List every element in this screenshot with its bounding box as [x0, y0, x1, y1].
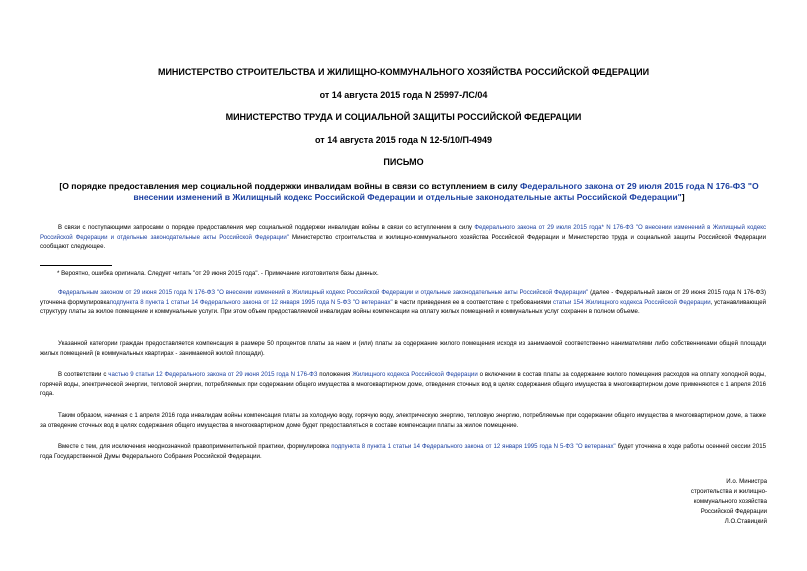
- p4-text-3: о включении в состав платы за содержание жилого помещения расходов на оплату холодной воды, горячей воды, электрической энергии, тепловой энергии, потребляемых при содержании общего имущества в многоквартирном доме, отведения сточных вод в целях содержания общего имущества в многоквартирном доме применяются с 1 апреля 2016 года.: [40, 371, 766, 398]
- document-type: ПИСЬМО: [383, 157, 424, 167]
- paragraph-1: [40, 223, 766, 252]
- doc-date-number-2: от 14 августа 2015 года N 12-5/10/П-4949: [315, 135, 492, 145]
- p2-law-link[interactable]: Федеральным законом от 29 июня 2015 года N 176-ФЗ "О внесении изменений в Жилищный кодекс Российской Федерации и отдельные законодательные акты Российской Федерации": [58, 289, 589, 296]
- paragraph-3: Указанной категории граждан предоставляется компенсация в размере 50 процентов платы за наем и (или) платы за содержание жилого помещения исходя из занимаемой соответственно нанимателями либо собственниками общей площади жилых помещений (в коммунальных квартирах - занимаемой жилой площади).: [40, 340, 766, 357]
- p6-veterans-law-link[interactable]: подпункта 8 пункта 1 статьи 14 Федерального закона от 12 января 1995 года N 5-ФЗ "О ветеранах": [331, 443, 616, 450]
- footnote-separator: [40, 265, 112, 266]
- signature-line-3: коммунального хозяйства: [693, 498, 767, 505]
- p2-veterans-law-link[interactable]: подпункта 8 пункта 1 статьи 14 Федерального закона от 12 января 1995 года N 5-ФЗ "О ветеранах": [109, 298, 393, 306]
- p6-text-2: будет уточнена в ходе работы осенней сессии 2015 года Государственной Думы Федерального Собрания Российской Федерации.: [40, 443, 766, 460]
- signature-line-4: Российской Федерации: [700, 508, 767, 515]
- signature-line-1: И.о. Министра: [726, 478, 767, 485]
- footnote: * Вероятно, ошибка оригинала. Следует читать "от 29 июня 2015 года". - Примечание изготовителя базы данных.: [57, 270, 379, 277]
- title-post: ]: [681, 192, 685, 202]
- p2-housing-code-link[interactable]: статьи 154 Жилищного кодекса Российской Федерации: [552, 298, 711, 306]
- signature-block: [691, 477, 767, 527]
- p1-text-2: Министерство строительства и жилищно-коммунального хозяйства Российской Федерации и Министерство труда и социальной защиты Российской Федерации сообщают следующее.: [40, 233, 766, 251]
- signature-line-2: строительства и жилищно-: [690, 488, 767, 495]
- p1-text-1: В связи с поступающими запросами о порядке предоставления мер социальной поддержки инвалидам войны в связи со вступлением в силу: [58, 224, 475, 231]
- doc-date-number-1: от 14 августа 2015 года N 25997-ЛС/04: [319, 90, 488, 100]
- p4-text-1: В соответствии с: [58, 371, 109, 378]
- title-law-link[interactable]: Федерального закона от 29 июля 2015 года N 176-ФЗ "О внесении изменений в Жилищный кодекс Российской Федерации и отдельные законодательные акты Российской Федерации": [133, 181, 759, 202]
- paragraph-2: [40, 288, 766, 317]
- ministry-construction-heading: МИНИСТЕРСТВО СТРОИТЕЛЬСТВА И ЖИЛИЩНО-КОММУНАЛЬНОГО ХОЗЯЙСТВА РОССИЙСКОЙ ФЕДЕРАЦИИ: [157, 67, 650, 77]
- p4-text-2: положения: [317, 371, 353, 378]
- signature-name: Л.О.Ставицкий: [724, 518, 767, 525]
- p6-text-1: Вместе с тем, для исключения неоднозначной правоприменительной практики, формулировка: [58, 443, 332, 450]
- document-title: [50, 181, 768, 203]
- p4-housing-code-link[interactable]: Жилищного кодекса Российской Федерации: [352, 371, 478, 378]
- paragraph-4: [40, 370, 766, 399]
- p4-law-part-link[interactable]: частью 9 статьи 12 Федерального закона от 29 июня 2015 года N 176-ФЗ: [108, 371, 318, 378]
- title-pre: [О порядке предоставления мер социальной поддержки инвалидам войны в связи со вступлением в силу: [59, 181, 521, 191]
- paragraph-6: [40, 442, 766, 461]
- p2-text-1: (далее - Федеральный закон от 29 июня 2015 года N 176-ФЗ) уточнена формулировка: [40, 289, 766, 306]
- p1-law-link[interactable]: Федерального закона от 29 июля 2015 года* N 176-ФЗ "О внесении изменений в Жилищный кодекс Российской Федерации и отдельные законодательные акты Российской Федерации": [40, 224, 767, 241]
- paragraph-5: Таким образом, начиная с 1 апреля 2016 года инвалидам войны компенсация платы за холодную воду, горячую воду, электрическую энергию, тепловую энергию, потребляемые при содержании общего имущества в многоквартирном доме, а также за отведение сточных вод в целях содержания общего имущества в многоквартирном доме будет предоставляться в составе компенсации платы за жилое помещение.: [40, 412, 766, 429]
- p2-text-3: , устанавливающей структуру платы за жилое помещение и коммунальные услуги. При этом объем предоставляемой инвалидам войны компенсации на оплату жилых помещений и коммунальных услуг сохранен в полном объеме.: [40, 298, 767, 316]
- p2-text-2: в части приведения ее в соответствие с требованиями: [392, 298, 553, 306]
- ministry-labor-heading: МИНИСТЕРСТВО ТРУДА И СОЦИАЛЬНОЙ ЗАЩИТЫ РОССИЙСКОЙ ФЕДЕРАЦИИ: [225, 112, 582, 122]
